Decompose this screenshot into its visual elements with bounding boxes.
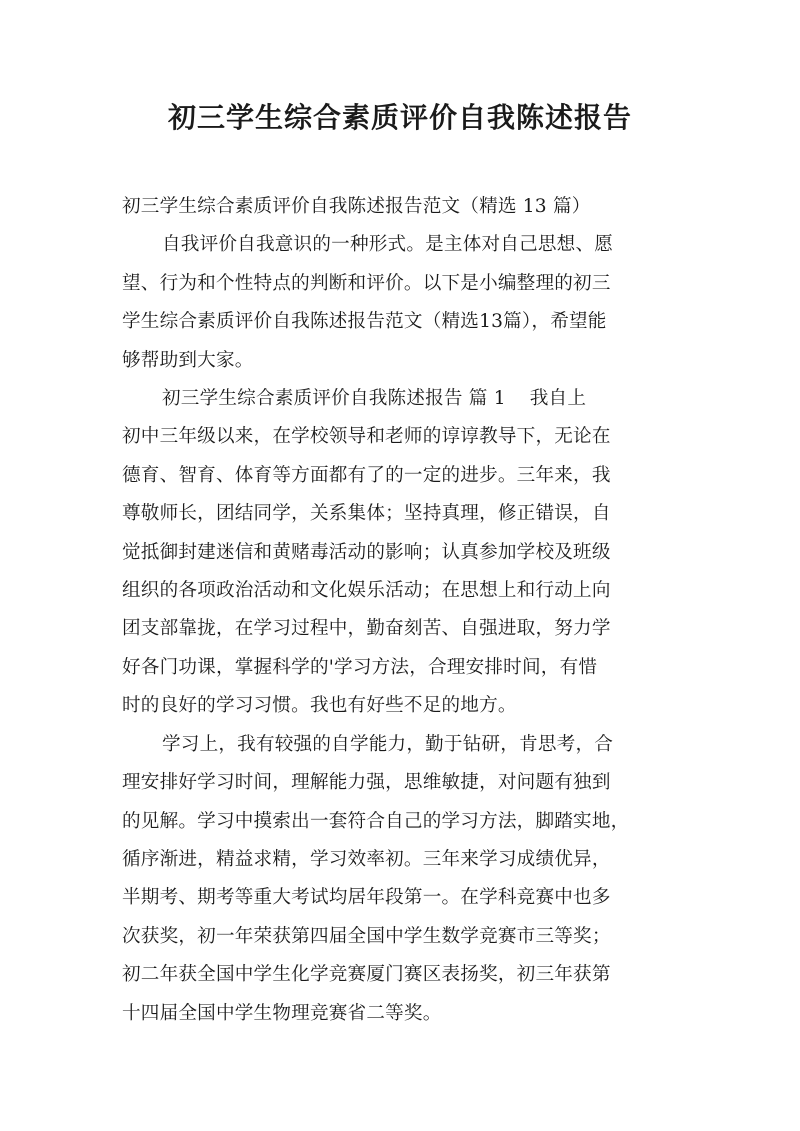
section-heading: 初三学生综合素质评价自我陈述报告 篇 1	[162, 388, 506, 410]
paragraph-line: 初二年获全国中学生化学竞赛厦门赛区表扬奖，初三年获第	[122, 964, 611, 986]
paragraph-line: 的见解。学习中摸索出一套符合自己的学习方法，脚踏实地，	[122, 810, 630, 832]
paragraph-line: 觉抵御封建迷信和黄赌毒活动的影响；认真参加学校及班级	[122, 541, 611, 563]
paragraph-line: 次获奖，初一年荣获第四届全国中学生数学竞赛市三等奖；	[122, 925, 611, 947]
paragraph-line: 组织的各项政治活动和文化娱乐活动；在思想上和行动上向	[122, 580, 611, 602]
paragraph-line: 自我评价自我意识的一种形式。是主体对自己思想、愿	[162, 234, 614, 256]
paragraph-line: 好各门功课，掌握科学的'学习方法，合理安排时间，有惜	[122, 656, 598, 678]
paragraph-line: 理安排好学习时间，理解能力强，思维敏捷，对问题有独到	[122, 772, 611, 794]
paragraph-line: 学生综合素质评价自我陈述报告范文（精选13篇），希望能	[122, 311, 607, 333]
paragraph-line: 初中三年级以来，在学校领导和老师的谆谆教导下，无论在	[122, 426, 611, 448]
paragraph-lead: 我自上	[529, 388, 587, 410]
paragraph-line: 够帮助到大家。	[122, 349, 254, 371]
paragraph-line: 学习上，我有较强的自学能力，勤于钻研，肯思考，合	[162, 733, 614, 755]
document-subtitle: 初三学生综合素质评价自我陈述报告范文（精选 13 篇）	[122, 196, 591, 217]
paragraph-line: 时的良好的学习习惯。我也有好些不足的地方。	[122, 695, 517, 717]
document-title: 初三学生综合素质评价自我陈述报告	[167, 101, 632, 134]
paragraph-line: 十四届全国中学生物理竞赛省二等奖。	[122, 1002, 442, 1024]
paragraph-line: 望、行为和个性特点的判断和评价。以下是小编整理的初三	[122, 272, 611, 294]
paragraph-line: 德育、智育、体育等方面都有了的一定的进步。三年来，我	[122, 464, 611, 486]
paragraph-line: 循序渐进，精益求精，学习效率初。三年来学习成绩优异，	[122, 848, 611, 870]
section-heading-line	[122, 380, 682, 418]
paragraph-line: 半期考、期考等重大考试均居年段第一。在学科竞赛中也多	[122, 887, 611, 909]
paragraph-line: 团支部靠拢，在学习过程中，勤奋刻苦、自强进取，努力学	[122, 618, 611, 640]
document-body	[122, 188, 682, 1033]
paragraph-line: 尊敬师长，团结同学，关系集体；坚持真理，修正错误，自	[122, 503, 611, 525]
